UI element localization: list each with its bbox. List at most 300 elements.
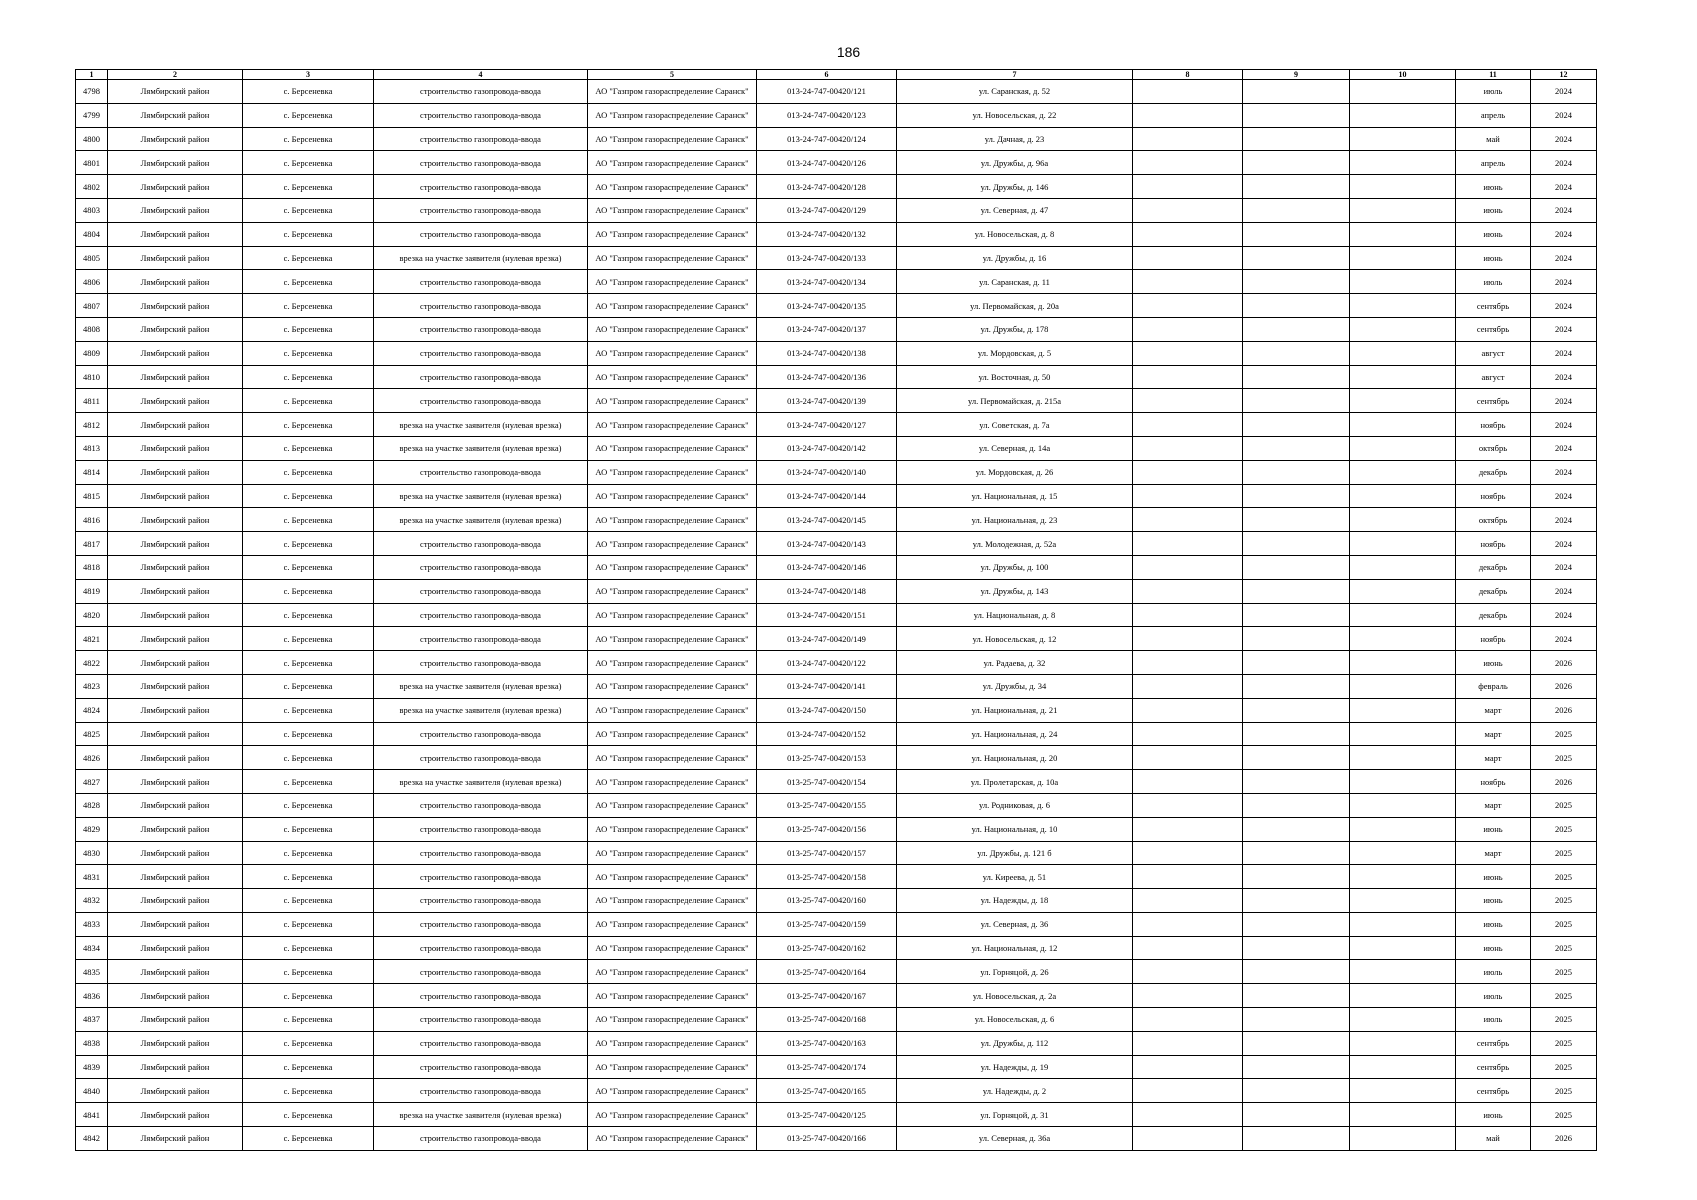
table-row: [76, 294, 1597, 318]
address-cell: ул. Дружбы, д. 143: [897, 579, 1133, 603]
address-cell: ул. Национальная, д. 10: [897, 817, 1133, 841]
locality-cell: с. Берсеневка: [243, 413, 374, 437]
table-row: [76, 222, 1597, 246]
work-type-cell: строительство газопровода-ввода: [374, 555, 588, 579]
organization-cell: АО "Газпром газораспределение Саранск": [588, 984, 757, 1008]
column-8-cell: [1133, 746, 1243, 770]
month-cell: ноябрь: [1456, 627, 1531, 651]
locality-cell: с. Берсеневка: [243, 460, 374, 484]
column-10-cell: [1350, 484, 1456, 508]
district-cell: Лямбирский район: [108, 532, 243, 556]
organization-cell: АО "Газпром газораспределение Саранск": [588, 270, 757, 294]
column-10-cell: [1350, 294, 1456, 318]
row-number-cell: 4826: [76, 746, 108, 770]
organization-cell: АО "Газпром газораспределение Саранск": [588, 1055, 757, 1079]
column-10-cell: [1350, 960, 1456, 984]
column-10-cell: [1350, 413, 1456, 437]
district-cell: Лямбирский район: [108, 651, 243, 675]
organization-cell: АО "Газпром газораспределение Саранск": [588, 365, 757, 389]
code-cell: 013-25-747-00420/165: [757, 1079, 897, 1103]
district-cell: Лямбирский район: [108, 865, 243, 889]
column-9-cell: [1243, 80, 1350, 104]
address-cell: ул. Дружбы, д. 34: [897, 674, 1133, 698]
column-8-cell: [1133, 984, 1243, 1008]
code-cell: 013-24-747-00420/146: [757, 555, 897, 579]
row-number-cell: 4816: [76, 508, 108, 532]
table-row: [76, 484, 1597, 508]
work-type-cell: строительство газопровода-ввода: [374, 746, 588, 770]
organization-cell: АО "Газпром газораспределение Саранск": [588, 889, 757, 913]
column-8-cell: [1133, 151, 1243, 175]
address-cell: ул. Надежды, д. 2: [897, 1079, 1133, 1103]
column-10-cell: [1350, 317, 1456, 341]
code-cell: 013-24-747-00420/145: [757, 508, 897, 532]
month-cell: июль: [1456, 960, 1531, 984]
column-header: 4: [374, 70, 588, 80]
column-10-cell: [1350, 793, 1456, 817]
district-cell: Лямбирский район: [108, 579, 243, 603]
district-cell: Лямбирский район: [108, 341, 243, 365]
column-8-cell: [1133, 579, 1243, 603]
row-number-cell: 4823: [76, 674, 108, 698]
work-type-cell: строительство газопровода-ввода: [374, 793, 588, 817]
month-cell: июнь: [1456, 198, 1531, 222]
organization-cell: АО "Газпром газораспределение Саранск": [588, 627, 757, 651]
district-cell: Лямбирский район: [108, 841, 243, 865]
table-row: [76, 341, 1597, 365]
work-type-cell: врезка на участке заявителя (нулевая врезка): [374, 770, 588, 794]
row-number-cell: 4811: [76, 389, 108, 413]
work-type-cell: строительство газопровода-ввода: [374, 912, 588, 936]
row-number-cell: 4804: [76, 222, 108, 246]
column-10-cell: [1350, 841, 1456, 865]
table-row: [76, 603, 1597, 627]
table-row: [76, 889, 1597, 913]
district-cell: Лямбирский район: [108, 175, 243, 199]
work-type-cell: строительство газопровода-ввода: [374, 1008, 588, 1032]
year-cell: 2025: [1531, 817, 1597, 841]
column-9-cell: [1243, 865, 1350, 889]
row-number-cell: 4802: [76, 175, 108, 199]
column-8-cell: [1133, 1031, 1243, 1055]
code-cell: 013-25-747-00420/159: [757, 912, 897, 936]
column-10-cell: [1350, 627, 1456, 651]
column-10-cell: [1350, 246, 1456, 270]
column-8-cell: [1133, 793, 1243, 817]
column-10-cell: [1350, 1031, 1456, 1055]
year-cell: 2024: [1531, 103, 1597, 127]
column-header: 12: [1531, 70, 1597, 80]
month-cell: декабрь: [1456, 460, 1531, 484]
row-number-cell: 4837: [76, 1008, 108, 1032]
work-type-cell: строительство газопровода-ввода: [374, 103, 588, 127]
organization-cell: АО "Газпром газораспределение Саранск": [588, 103, 757, 127]
code-cell: 013-24-747-00420/139: [757, 389, 897, 413]
table-body: [76, 80, 1597, 1151]
month-cell: июнь: [1456, 1103, 1531, 1127]
table-row: [76, 365, 1597, 389]
year-cell: 2025: [1531, 1103, 1597, 1127]
code-cell: 013-24-747-00420/126: [757, 151, 897, 175]
locality-cell: с. Берсеневка: [243, 1079, 374, 1103]
column-9-cell: [1243, 270, 1350, 294]
month-cell: декабрь: [1456, 555, 1531, 579]
work-type-cell: строительство газопровода-ввода: [374, 936, 588, 960]
table-row: [76, 1103, 1597, 1127]
row-number-cell: 4818: [76, 555, 108, 579]
column-9-cell: [1243, 651, 1350, 675]
year-cell: 2025: [1531, 865, 1597, 889]
locality-cell: с. Берсеневка: [243, 151, 374, 175]
address-cell: ул. Северная, д. 14а: [897, 436, 1133, 460]
table-row: [76, 579, 1597, 603]
year-cell: 2025: [1531, 889, 1597, 913]
year-cell: 2025: [1531, 960, 1597, 984]
column-9-cell: [1243, 103, 1350, 127]
column-8-cell: [1133, 627, 1243, 651]
address-cell: ул. Советская, д. 7а: [897, 413, 1133, 437]
row-number-cell: 4806: [76, 270, 108, 294]
column-9-cell: [1243, 627, 1350, 651]
district-cell: Лямбирский район: [108, 1079, 243, 1103]
table-row: [76, 841, 1597, 865]
address-cell: ул. Саранская, д. 52: [897, 80, 1133, 104]
row-number-cell: 4800: [76, 127, 108, 151]
month-cell: ноябрь: [1456, 484, 1531, 508]
column-8-cell: [1133, 175, 1243, 199]
year-cell: 2024: [1531, 198, 1597, 222]
column-9-cell: [1243, 1103, 1350, 1127]
organization-cell: АО "Газпром газораспределение Саранск": [588, 532, 757, 556]
district-cell: Лямбирский район: [108, 722, 243, 746]
row-number-cell: 4819: [76, 579, 108, 603]
district-cell: Лямбирский район: [108, 508, 243, 532]
locality-cell: с. Берсеневка: [243, 674, 374, 698]
table-row: [76, 1055, 1597, 1079]
column-10-cell: [1350, 1055, 1456, 1079]
code-cell: 013-24-747-00420/136: [757, 365, 897, 389]
address-cell: ул. Национальная, д. 12: [897, 936, 1133, 960]
row-number-cell: 4838: [76, 1031, 108, 1055]
month-cell: июнь: [1456, 865, 1531, 889]
district-cell: Лямбирский район: [108, 246, 243, 270]
column-10-cell: [1350, 817, 1456, 841]
column-10-cell: [1350, 889, 1456, 913]
work-type-cell: строительство газопровода-ввода: [374, 722, 588, 746]
year-cell: 2024: [1531, 460, 1597, 484]
district-cell: Лямбирский район: [108, 103, 243, 127]
column-8-cell: [1133, 889, 1243, 913]
year-cell: 2025: [1531, 1079, 1597, 1103]
district-cell: Лямбирский район: [108, 484, 243, 508]
address-cell: ул. Северная, д. 47: [897, 198, 1133, 222]
column-8-cell: [1133, 722, 1243, 746]
column-8-cell: [1133, 865, 1243, 889]
address-cell: ул. Новосельская, д. 6: [897, 1008, 1133, 1032]
month-cell: март: [1456, 841, 1531, 865]
locality-cell: с. Берсеневка: [243, 532, 374, 556]
table-row: [76, 674, 1597, 698]
work-type-cell: врезка на участке заявителя (нулевая врезка): [374, 1103, 588, 1127]
column-10-cell: [1350, 151, 1456, 175]
code-cell: 013-25-747-00420/156: [757, 817, 897, 841]
work-type-cell: строительство газопровода-ввода: [374, 960, 588, 984]
column-10-cell: [1350, 865, 1456, 889]
column-8-cell: [1133, 198, 1243, 222]
row-number-cell: 4824: [76, 698, 108, 722]
column-10-cell: [1350, 1103, 1456, 1127]
year-cell: 2024: [1531, 436, 1597, 460]
column-8-cell: [1133, 103, 1243, 127]
address-cell: ул. Молодежная, д. 52а: [897, 532, 1133, 556]
column-10-cell: [1350, 1127, 1456, 1151]
table-row: [76, 246, 1597, 270]
column-10-cell: [1350, 603, 1456, 627]
month-cell: сентябрь: [1456, 1079, 1531, 1103]
organization-cell: АО "Газпром газораспределение Саранск": [588, 865, 757, 889]
column-9-cell: [1243, 222, 1350, 246]
code-cell: 013-25-747-00420/157: [757, 841, 897, 865]
month-cell: декабрь: [1456, 579, 1531, 603]
table-row: [76, 912, 1597, 936]
column-9-cell: [1243, 294, 1350, 318]
locality-cell: с. Берсеневка: [243, 175, 374, 199]
address-cell: ул. Северная, д. 36: [897, 912, 1133, 936]
column-9-cell: [1243, 127, 1350, 151]
locality-cell: с. Берсеневка: [243, 698, 374, 722]
row-number-cell: 4822: [76, 651, 108, 675]
column-header: 7: [897, 70, 1133, 80]
district-cell: Лямбирский район: [108, 198, 243, 222]
month-cell: май: [1456, 1127, 1531, 1151]
year-cell: 2025: [1531, 1008, 1597, 1032]
district-cell: Лямбирский район: [108, 984, 243, 1008]
work-type-cell: строительство газопровода-ввода: [374, 175, 588, 199]
month-cell: март: [1456, 793, 1531, 817]
column-8-cell: [1133, 341, 1243, 365]
work-type-cell: строительство газопровода-ввода: [374, 651, 588, 675]
month-cell: октябрь: [1456, 508, 1531, 532]
month-cell: июнь: [1456, 889, 1531, 913]
row-number-cell: 4835: [76, 960, 108, 984]
locality-cell: с. Берсеневка: [243, 865, 374, 889]
organization-cell: АО "Газпром газораспределение Саранск": [588, 294, 757, 318]
column-9-cell: [1243, 722, 1350, 746]
year-cell: 2024: [1531, 127, 1597, 151]
district-cell: Лямбирский район: [108, 389, 243, 413]
row-number-cell: 4807: [76, 294, 108, 318]
district-cell: Лямбирский район: [108, 413, 243, 437]
address-cell: ул. Надежды, д. 18: [897, 889, 1133, 913]
code-cell: 013-24-747-00420/140: [757, 460, 897, 484]
organization-cell: АО "Газпром газораспределение Саранск": [588, 674, 757, 698]
code-cell: 013-25-747-00420/168: [757, 1008, 897, 1032]
work-type-cell: строительство газопровода-ввода: [374, 341, 588, 365]
locality-cell: с. Берсеневка: [243, 651, 374, 675]
table-row: [76, 508, 1597, 532]
column-8-cell: [1133, 841, 1243, 865]
row-number-cell: 4815: [76, 484, 108, 508]
column-10-cell: [1350, 674, 1456, 698]
month-cell: июнь: [1456, 175, 1531, 199]
work-type-cell: строительство газопровода-ввода: [374, 317, 588, 341]
column-9-cell: [1243, 841, 1350, 865]
district-cell: Лямбирский район: [108, 460, 243, 484]
address-cell: ул. Мордовская, д. 26: [897, 460, 1133, 484]
column-10-cell: [1350, 103, 1456, 127]
year-cell: 2024: [1531, 579, 1597, 603]
organization-cell: АО "Газпром газораспределение Саранск": [588, 960, 757, 984]
table-row: [76, 865, 1597, 889]
address-cell: ул. Первомайская, д. 20а: [897, 294, 1133, 318]
district-cell: Лямбирский район: [108, 793, 243, 817]
organization-cell: АО "Газпром газораспределение Саранск": [588, 127, 757, 151]
column-8-cell: [1133, 460, 1243, 484]
code-cell: 013-24-747-00420/138: [757, 341, 897, 365]
locality-cell: с. Берсеневка: [243, 341, 374, 365]
row-number-cell: 4828: [76, 793, 108, 817]
column-8-cell: [1133, 960, 1243, 984]
month-cell: июнь: [1456, 246, 1531, 270]
locality-cell: с. Берсеневка: [243, 127, 374, 151]
row-number-cell: 4834: [76, 936, 108, 960]
locality-cell: с. Берсеневка: [243, 793, 374, 817]
table-row: [76, 1031, 1597, 1055]
code-cell: 013-24-747-00420/144: [757, 484, 897, 508]
locality-cell: с. Берсеневка: [243, 984, 374, 1008]
locality-cell: с. Берсеневка: [243, 389, 374, 413]
table-row: [76, 436, 1597, 460]
code-cell: 013-24-747-00420/123: [757, 103, 897, 127]
page-number: 186: [836, 44, 861, 60]
organization-cell: АО "Газпром газораспределение Саранск": [588, 508, 757, 532]
row-number-cell: 4799: [76, 103, 108, 127]
row-number-cell: 4801: [76, 151, 108, 175]
month-cell: сентябрь: [1456, 1031, 1531, 1055]
code-cell: 013-24-747-00420/133: [757, 246, 897, 270]
column-8-cell: [1133, 246, 1243, 270]
year-cell: 2025: [1531, 793, 1597, 817]
locality-cell: с. Берсеневка: [243, 222, 374, 246]
address-cell: ул. Национальная, д. 8: [897, 603, 1133, 627]
address-cell: ул. Саранская, д. 11: [897, 270, 1133, 294]
month-cell: май: [1456, 127, 1531, 151]
district-cell: Лямбирский район: [108, 627, 243, 651]
district-cell: Лямбирский район: [108, 960, 243, 984]
code-cell: 013-24-747-00420/142: [757, 436, 897, 460]
column-8-cell: [1133, 1127, 1243, 1151]
month-cell: сентябрь: [1456, 389, 1531, 413]
table-row: [76, 698, 1597, 722]
address-cell: ул. Горняцой, д. 26: [897, 960, 1133, 984]
year-cell: 2025: [1531, 841, 1597, 865]
row-number-cell: 4803: [76, 198, 108, 222]
code-cell: 013-24-747-00420/121: [757, 80, 897, 104]
column-header: 2: [108, 70, 243, 80]
year-cell: 2024: [1531, 389, 1597, 413]
work-type-cell: строительство газопровода-ввода: [374, 222, 588, 246]
month-cell: декабрь: [1456, 603, 1531, 627]
column-10-cell: [1350, 722, 1456, 746]
organization-cell: АО "Газпром газораспределение Саранск": [588, 698, 757, 722]
column-10-cell: [1350, 1079, 1456, 1103]
year-cell: 2024: [1531, 80, 1597, 104]
table-row: [76, 1127, 1597, 1151]
work-type-cell: строительство газопровода-ввода: [374, 389, 588, 413]
code-cell: 013-24-747-00420/135: [757, 294, 897, 318]
row-number-cell: 4833: [76, 912, 108, 936]
work-type-cell: строительство газопровода-ввода: [374, 841, 588, 865]
column-10-cell: [1350, 532, 1456, 556]
column-8-cell: [1133, 365, 1243, 389]
table-row: [76, 103, 1597, 127]
month-cell: август: [1456, 341, 1531, 365]
row-number-cell: 4840: [76, 1079, 108, 1103]
year-cell: 2024: [1531, 175, 1597, 199]
year-cell: 2025: [1531, 1055, 1597, 1079]
locality-cell: с. Берсеневка: [243, 1008, 374, 1032]
work-type-cell: строительство газопровода-ввода: [374, 80, 588, 104]
address-cell: ул. Северная, д. 36а: [897, 1127, 1133, 1151]
locality-cell: с. Берсеневка: [243, 436, 374, 460]
code-cell: 013-25-747-00420/162: [757, 936, 897, 960]
column-9-cell: [1243, 698, 1350, 722]
address-cell: ул. Киреева, д. 51: [897, 865, 1133, 889]
year-cell: 2025: [1531, 746, 1597, 770]
locality-cell: с. Берсеневка: [243, 841, 374, 865]
column-9-cell: [1243, 746, 1350, 770]
month-cell: июнь: [1456, 817, 1531, 841]
locality-cell: с. Берсеневка: [243, 1055, 374, 1079]
work-type-cell: строительство газопровода-ввода: [374, 817, 588, 841]
organization-cell: АО "Газпром газораспределение Саранск": [588, 413, 757, 437]
column-8-cell: [1133, 532, 1243, 556]
column-8-cell: [1133, 222, 1243, 246]
column-9-cell: [1243, 1031, 1350, 1055]
organization-cell: АО "Газпром газораспределение Саранск": [588, 1079, 757, 1103]
organization-cell: АО "Газпром газораспределение Саранск": [588, 1103, 757, 1127]
column-10-cell: [1350, 270, 1456, 294]
organization-cell: АО "Газпром газораспределение Саранск": [588, 912, 757, 936]
locality-cell: с. Берсеневка: [243, 960, 374, 984]
code-cell: 013-24-747-00420/127: [757, 413, 897, 437]
district-cell: Лямбирский район: [108, 436, 243, 460]
address-cell: ул. Надежды, д. 19: [897, 1055, 1133, 1079]
work-type-cell: строительство газопровода-ввода: [374, 1031, 588, 1055]
month-cell: июнь: [1456, 222, 1531, 246]
locality-cell: с. Берсеневка: [243, 246, 374, 270]
column-9-cell: [1243, 508, 1350, 532]
table-row: [76, 270, 1597, 294]
column-9-cell: [1243, 1127, 1350, 1151]
code-cell: 013-24-747-00420/128: [757, 175, 897, 199]
column-8-cell: [1133, 1103, 1243, 1127]
column-9-cell: [1243, 555, 1350, 579]
organization-cell: АО "Газпром газораспределение Саранск": [588, 246, 757, 270]
column-header: 8: [1133, 70, 1243, 80]
code-cell: 013-25-747-00420/154: [757, 770, 897, 794]
column-8-cell: [1133, 1079, 1243, 1103]
organization-cell: АО "Газпром газораспределение Саранск": [588, 484, 757, 508]
table-row: [76, 555, 1597, 579]
table-row: [76, 793, 1597, 817]
year-cell: 2024: [1531, 603, 1597, 627]
locality-cell: с. Берсеневка: [243, 627, 374, 651]
column-10-cell: [1350, 365, 1456, 389]
column-8-cell: [1133, 80, 1243, 104]
row-number-cell: 4830: [76, 841, 108, 865]
table-row: [76, 80, 1597, 104]
